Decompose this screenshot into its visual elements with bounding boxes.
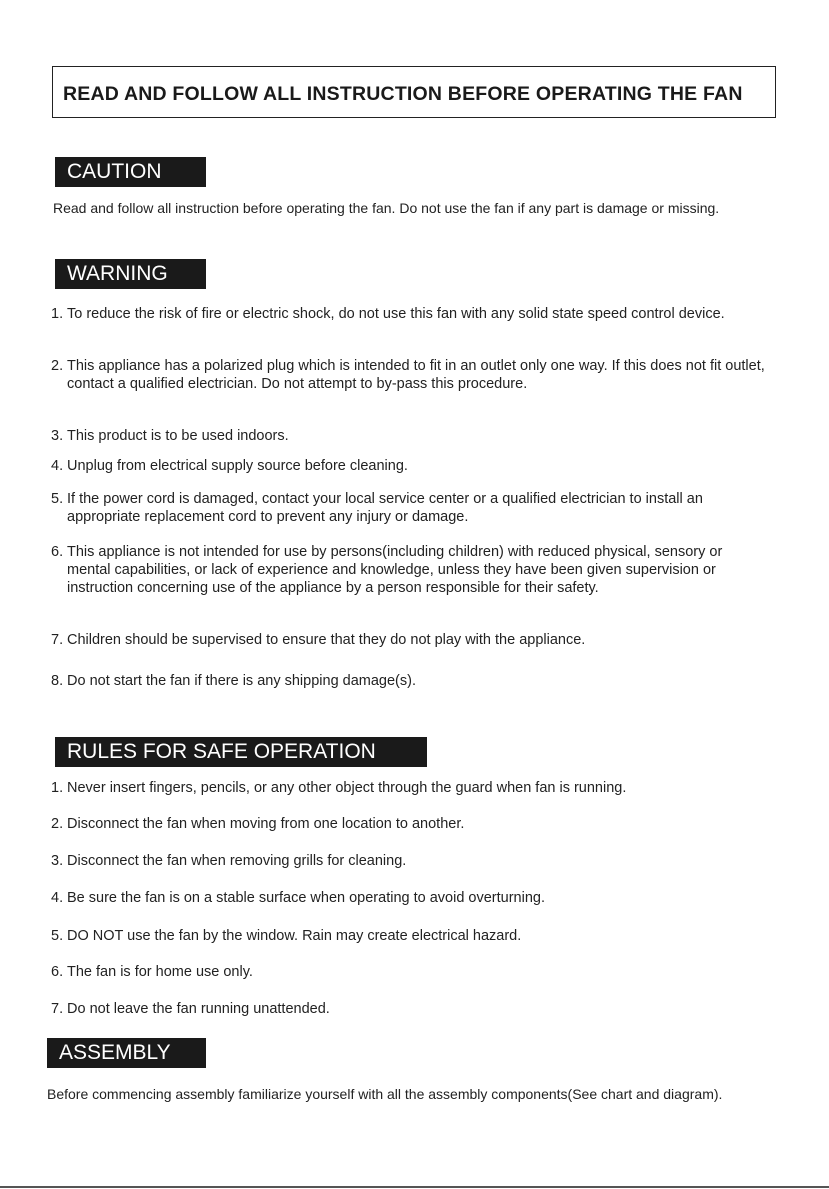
rules-item: 6. The fan is for home use only. [51,964,253,980]
warning-item: 4. Unplug from electrical supply source before cleaning. [51,458,408,474]
warning-heading: WARNING [55,259,206,289]
rules-heading: RULES FOR SAFE OPERATION [55,737,427,767]
warning-item: 6. This appliance is not intended for use by persons(including children) with reduced physical, sensory or mental capabilities, or lack of experience and knowledge, unless they have been given supervision or instruction concerning use of the appliance by a person responsible for their safety. [51,544,723,596]
rules-item: 4. Be sure the fan is on a stable surface when operating to avoid overturning. [51,890,545,906]
warning-item: 3. This product is to be used indoors. [51,428,289,444]
assembly-text: Before commencing assembly familiarize yourself with all the assembly components(See chart and diagram). [47,1086,723,1102]
rules-item: 7. Do not leave the fan running unattended. [51,1001,330,1017]
warning-item: 7. Children should be supervised to ensure that they do not play with the appliance. [51,632,586,648]
warning-item: 2. This appliance has a polarized plug which is intended to fit in an outlet only one way. If this does not fit outlet, contact a qualified electrician. Do not attempt to by-pass this procedure. [51,358,765,392]
warning-item: 5. If the power cord is damaged, contact your local service center or a qualified electrician to install an appropriate replacement cord to prevent any injury or damage. [51,491,703,525]
title-box [52,66,776,118]
caution-heading: CAUTION [55,157,206,187]
rules-item: 2. Disconnect the fan when moving from one location to another. [51,816,465,832]
caution-text: Read and follow all instruction before operating the fan. Do not use the fan if any part is damage or missing. [53,200,720,216]
page-bottom-border [0,1186,829,1188]
rules-item: 1. Never insert fingers, pencils, or any other object through the guard when fan is running. [51,780,627,796]
warning-item: 1. To reduce the risk of fire or electric shock, do not use this fan with any solid state speed control device. [51,306,725,322]
rules-item: 3. Disconnect the fan when removing grills for cleaning. [51,853,407,869]
page-title: READ AND FOLLOW ALL INSTRUCTION BEFORE OPERATING THE FAN [63,83,743,105]
assembly-heading: ASSEMBLY [47,1038,206,1068]
rules-item: 5. DO NOT use the fan by the window. Rain may create electrical hazard. [51,928,522,944]
warning-item: 8. Do not start the fan if there is any shipping damage(s). [51,673,416,689]
